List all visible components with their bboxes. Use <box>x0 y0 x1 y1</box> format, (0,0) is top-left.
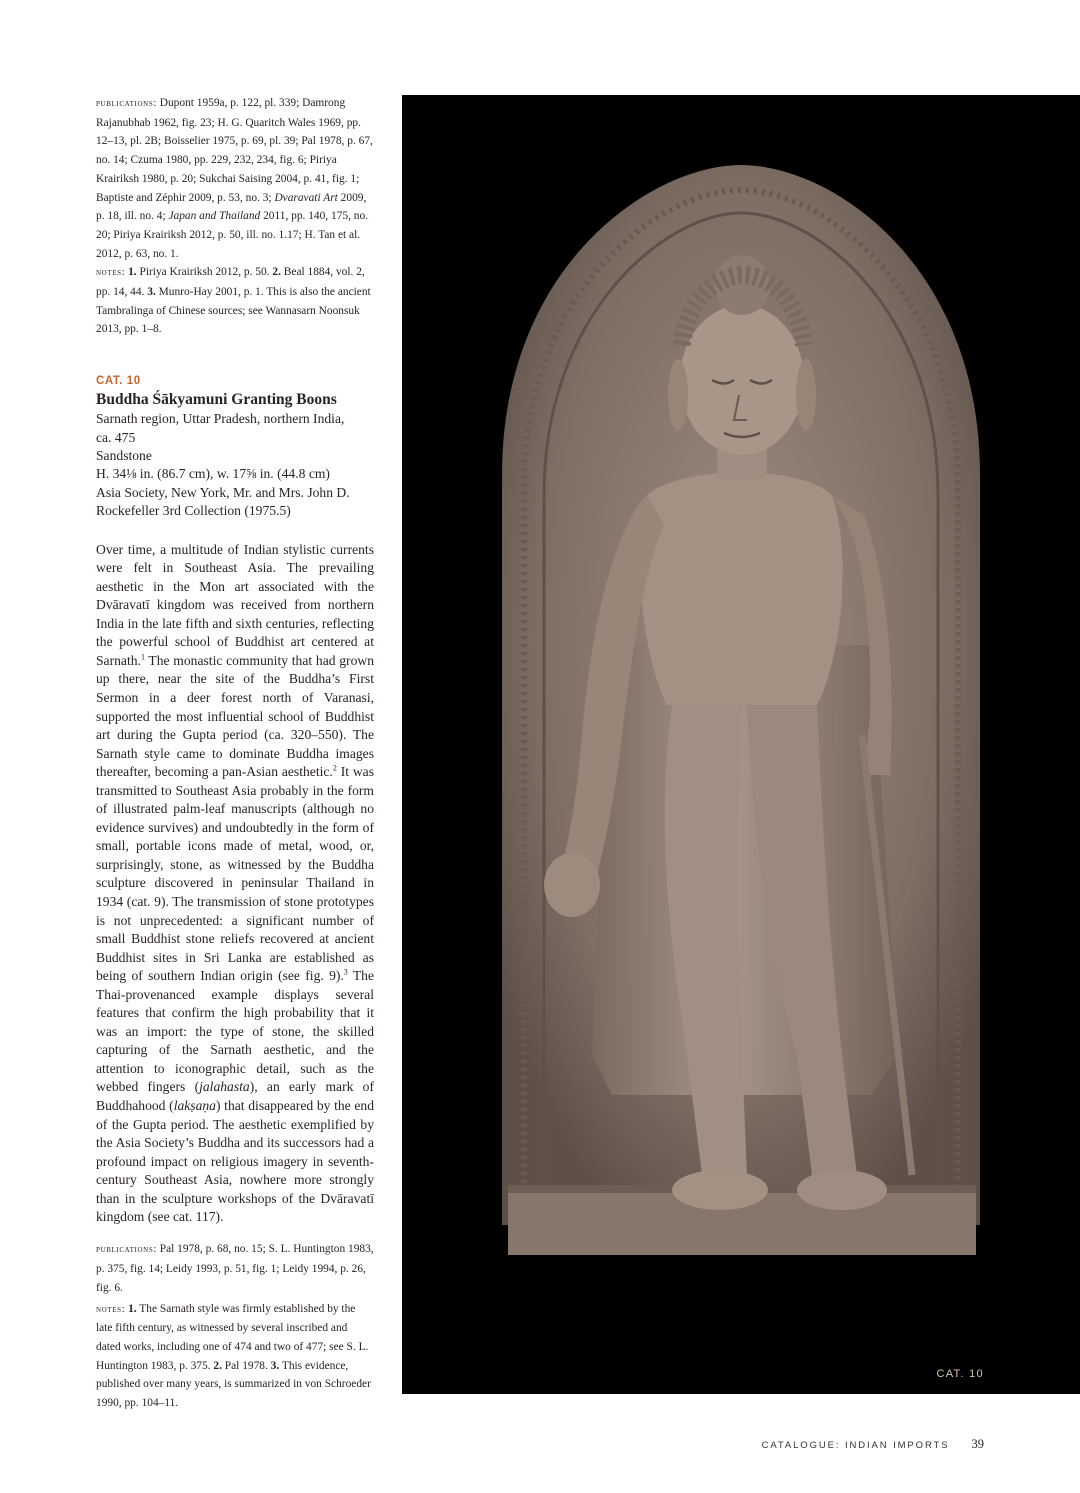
buddha-right-foot <box>797 1170 887 1210</box>
notes-top <box>96 263 374 339</box>
essay-text: ) that disappeared by the end of the Gupta period. The aesthetic exemplified by the Asia Society’s Buddha and its successors had a profound impact on religious imagery in seventh-century Southeast Asia, nowhere more strongly than in the sculpture workshops of the Dvāravatī kingdom (see cat. 117). <box>96 1097 374 1225</box>
essay-text: The monastic community that had grown up there, near the site of the Buddha’s First Sermon in a deer forest north of Varanasi, supported the most influential school of Buddhist art during the Gupta period (ca. 320–550). The Sarnath style came to dominate Buddha images thereafter, becoming a pan-Asian aesthetic. <box>96 652 374 780</box>
note-text: This evidence, published over many years, is summarized in von Schroeder 1990, pp. 104–11. <box>96 1359 371 1410</box>
buddha-photo <box>402 95 1080 1394</box>
publications-italic: Japan and Thailand <box>168 210 261 223</box>
note-number: 1. <box>125 1302 137 1315</box>
publications-text: Pal 1978, p. 68, no. 15; S. L. Huntington 1983, p. 375, fig. 14; Leidy 1993, p. 51, fig. 1; Leidy 1994, p. 26, fig. 6. <box>96 1243 374 1294</box>
buddha-right-ear <box>796 359 816 431</box>
cat-date: ca. 475 <box>96 429 136 445</box>
buddha-torso <box>640 473 843 706</box>
publications-text: 2011, pp. 140, 175, no. 20; Piriya Krairiksh 2012, p. 50, ill. no. 1.17; H. Tan et al. 2012, p. 63, no. 1. <box>96 210 369 260</box>
note-number: 3. <box>270 1359 280 1372</box>
essay-text: ), an early mark of Buddhahood ( <box>96 1079 374 1113</box>
footer-section: CATALOGUE: INDIAN IMPORTS <box>761 1440 950 1451</box>
buddha-left-ear <box>668 359 688 431</box>
cat-dimensions: H. 34⅛ in. (86.7 cm), w. 17⅝ in. (44.8 cm) <box>96 466 330 482</box>
note-text: Pal 1978. <box>221 1359 271 1372</box>
publications-text: Dupont 1959a, p. 122, pl. 339; Damrong Rajanubhab 1962, fig. 23; H. G. Quaritch Wales 1969, pp. 12–13, pl. 2B; Boisselier 1975, p. 69, pl. 39; Pal 1978, p. 67, no. 14; Czuma 1980, pp. 229, 232, 234, fig. 6; Piriya Krairiksh 1980, p. 20; Sukchai Saising 2004, p. 41, fig. 1; Baptiste and Zéphir 2009, p. 53, no. 3; <box>96 97 373 204</box>
buddha-head <box>680 305 804 455</box>
footnote-ref: 2 <box>332 763 337 773</box>
note-text: The Sarnath style was firmly established by the late fifth century, as witnessed by several inscribed and dated works, including one of 474 and two of 477; see S. L. Huntington 1983, p. 375. <box>96 1302 369 1372</box>
footnote-ref: 3 <box>343 967 348 977</box>
cat-label: CAT. 10 <box>96 375 141 388</box>
cat-collection: Asia Society, New York, Mr. and Mrs. John D. Rockefeller 3rd Collection (1975.5) <box>96 484 350 519</box>
buddha-robe <box>592 645 897 1095</box>
essay-text: The Thai-provenanced example displays several features that confirm the high probability that it was an import: the type of stone, the skilled capturing of the Sarnath aesthetic, and the attention to iconographic detail, such as the webbed fingers ( <box>96 968 374 1095</box>
essay-text: Over time, a multitude of Indian stylistic currents were felt in Southeast Asia. The prevailing aesthetic in the Mon art associated with the Dvāravatī kingdom was received from northern India in the late fifth and sixth centuries, reflecting the powerful school of Buddhist art centered at Sarnath. <box>96 541 374 668</box>
publications-bottom <box>96 1240 374 1297</box>
photo-caption: CAT. 10 <box>936 1368 984 1380</box>
buddha-left-foot <box>672 1170 768 1210</box>
footnote-ref: 1 <box>140 652 145 662</box>
notes-label: notes: <box>96 267 126 279</box>
essay-term: lakṣaṇa <box>173 1097 216 1113</box>
publications-top <box>96 94 374 263</box>
buddha-left-hand <box>544 853 600 917</box>
note-text: Beal 1884, vol. 2, pp. 14, 44. <box>96 266 365 299</box>
publications-italic: Dvaravati Art <box>274 191 338 204</box>
note-number: 2. <box>272 266 281 279</box>
cat-title: Buddha Śākyamuni Granting Boons <box>96 391 337 409</box>
notes-bottom <box>96 1300 374 1413</box>
essay-text: It was transmitted to Southeast Asia probably in the form of illustrated palm-leaf manuscripts (although no evidence survives) and undoubtedly in the form of small, portable icons made of metal, wood, or, surprisingly, stone, as witnessed by the Buddha sculpture discovered in peninsular Thailand in 1934 (cat. 9). The transmission of stone prototypes is not unprecedented: a significant number of small Buddhist stone reliefs recovered at ancient Buddhist sites in Sri Lanka are established as being of southern Indian origin (see fig. 9). <box>96 764 374 984</box>
essay-term: jalahasta <box>199 1079 250 1095</box>
cat-location: Sarnath region, Uttar Pradesh, northern India, <box>96 411 345 427</box>
note-text: Piriya Krairiksh 2012, p. 50. <box>136 266 273 279</box>
page-footer <box>762 1437 984 1452</box>
note-number: 2. <box>213 1359 222 1372</box>
page-number: 39 <box>971 1437 984 1451</box>
essay-paragraph <box>96 541 374 1227</box>
publications-text: 2009, p. 18, ill. no. 4; <box>96 191 367 223</box>
cat-material: Sandstone <box>96 447 152 463</box>
publications-label: publications: <box>96 98 157 109</box>
note-text: Munro-Hay 2001, p. 1. This is also the ancient Tambralinga of Chinese sources; see Wannasarn Noonsuk 2013, pp. 1–8. <box>96 286 371 336</box>
notes-label: notes: <box>96 1303 126 1315</box>
text-column <box>96 94 374 1413</box>
note-number: 1. <box>125 266 137 279</box>
publications-label: publications: <box>96 1244 157 1256</box>
note-number: 3. <box>147 286 156 299</box>
buddha-stele-illustration <box>402 95 1080 1394</box>
